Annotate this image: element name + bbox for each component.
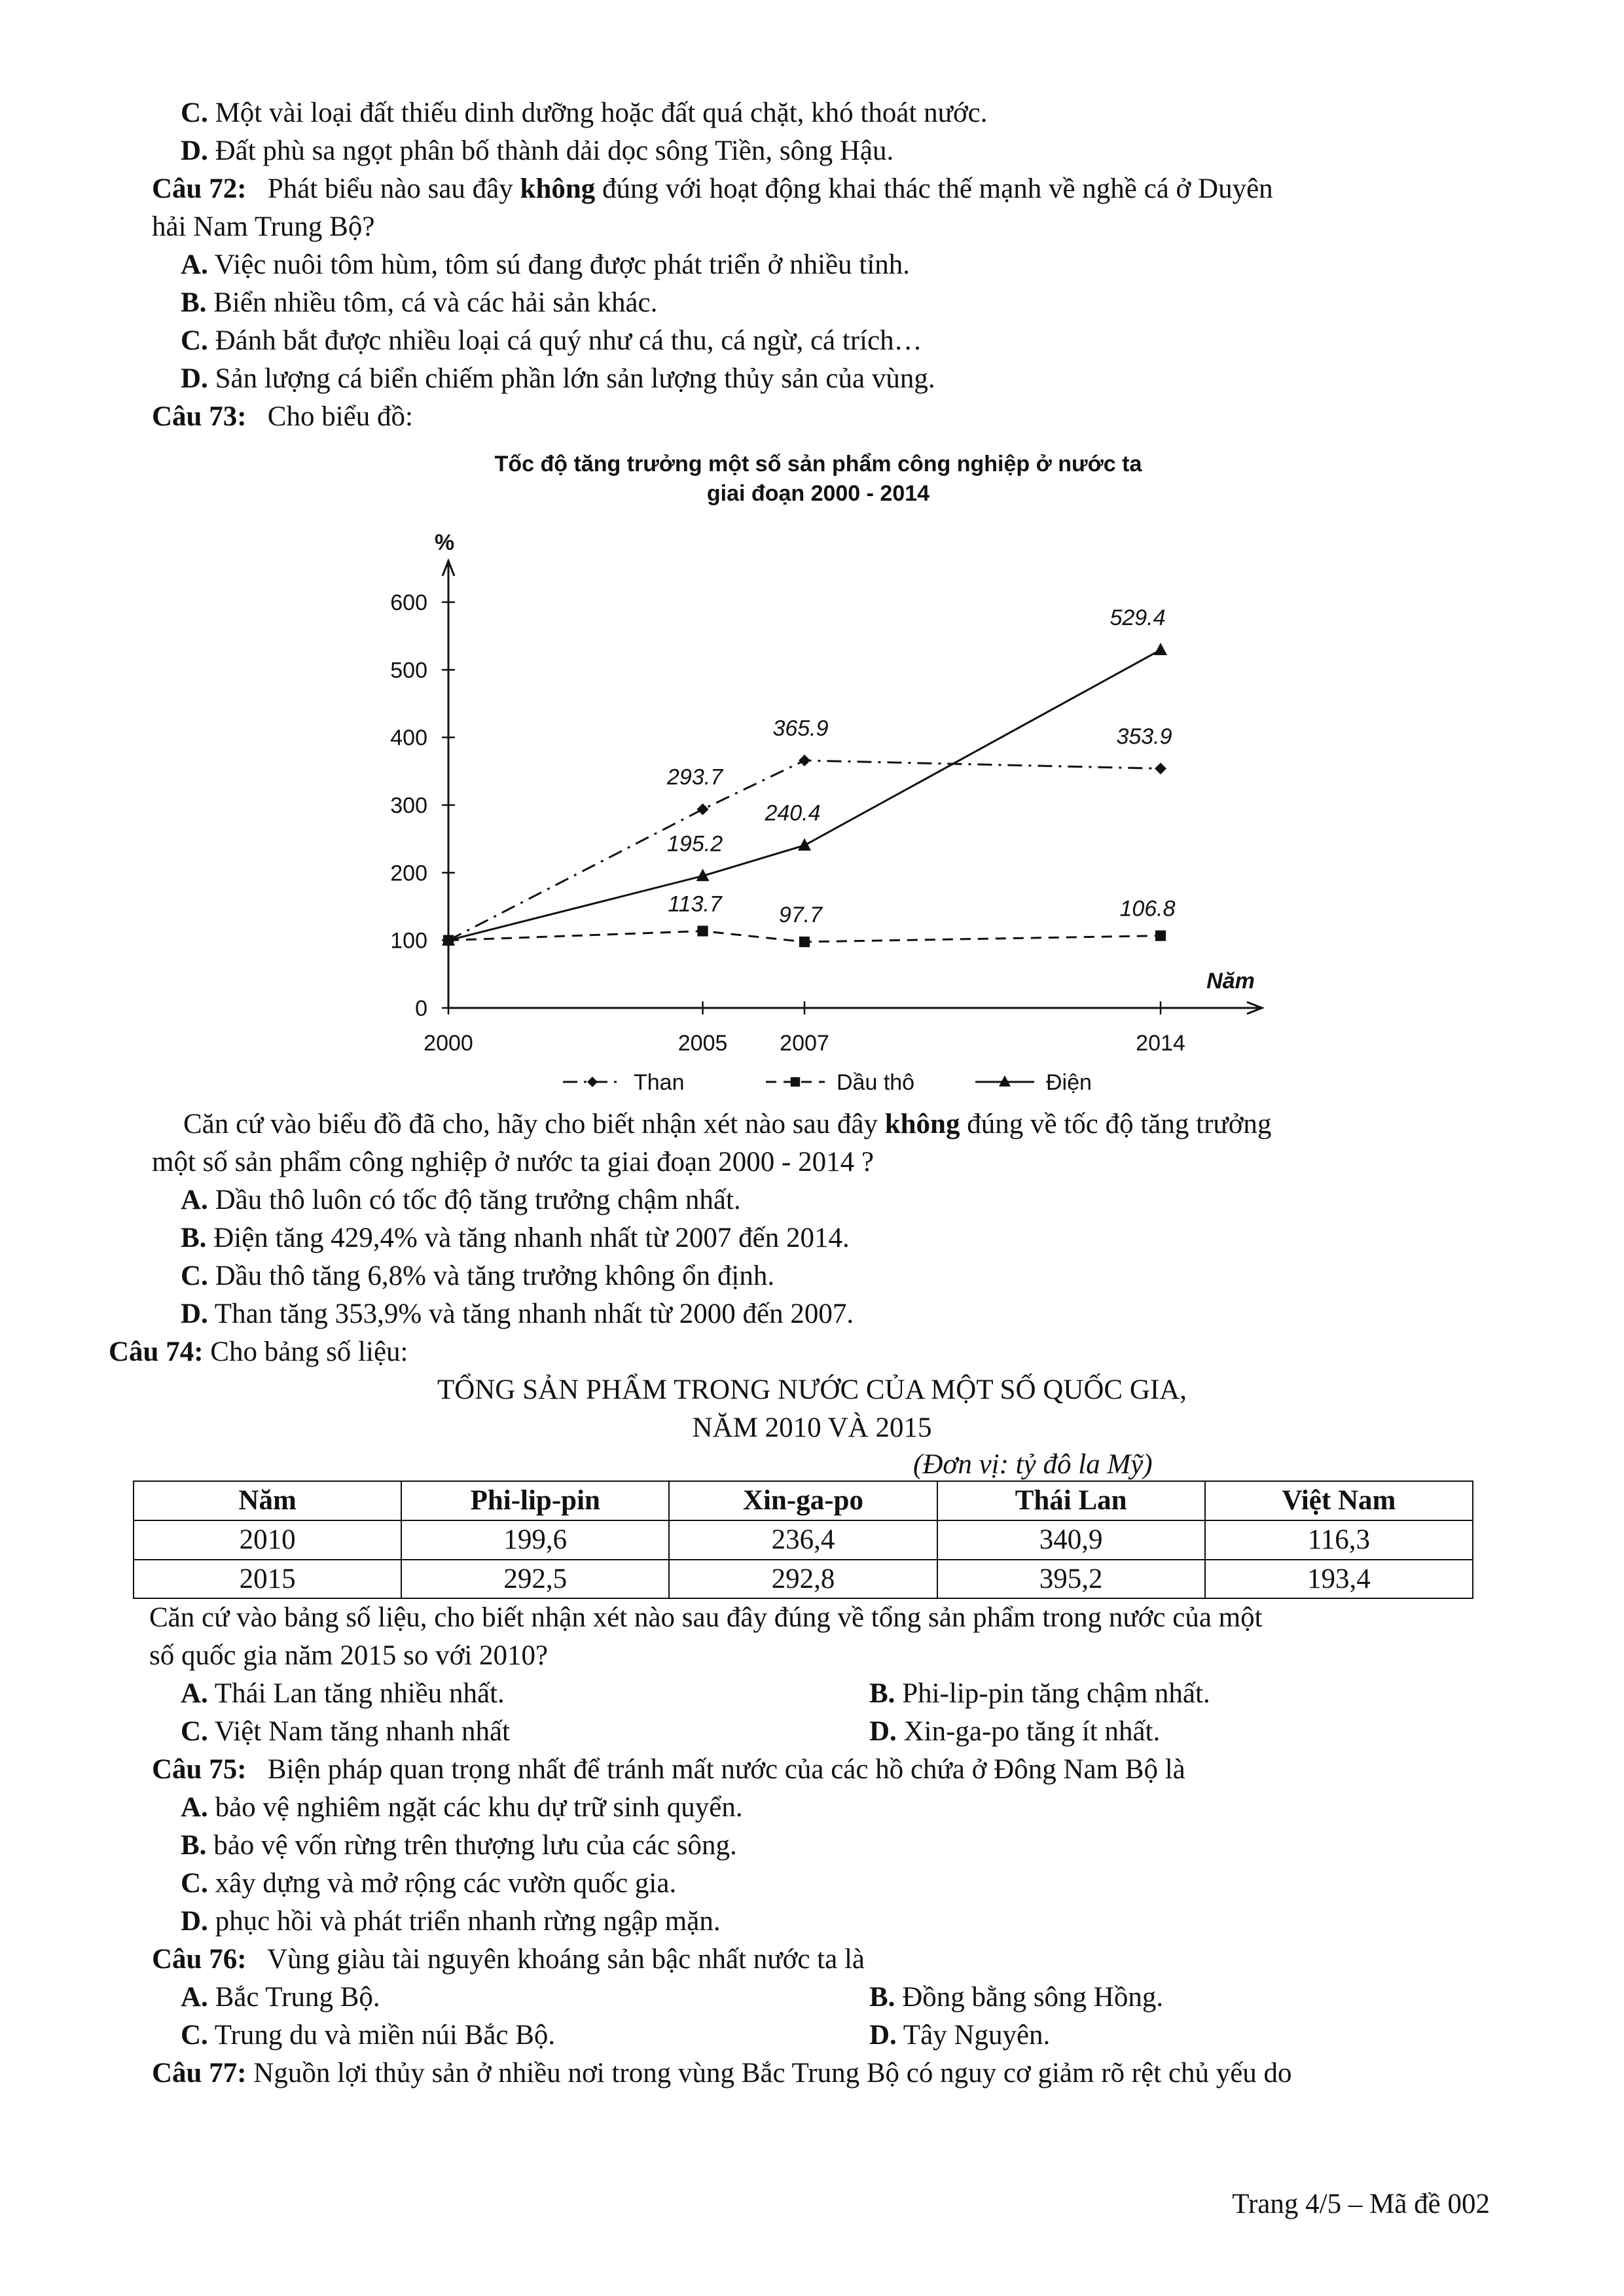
y-tick-label: 300 <box>390 793 427 818</box>
chart-series-points <box>442 643 1167 947</box>
y-tick-label: 200 <box>390 861 427 886</box>
y-tick-label: 0 <box>415 996 427 1021</box>
q74-option-b: B. Phi-lip-pin tăng chậm nhất. <box>869 1678 1210 1709</box>
q72-option-a: A. Việc nuôi tôm hùm, tôm sú đang được phát triển ở nhiều tỉnh. <box>181 249 911 280</box>
q75-option-d: D. phục hồi và phát triển nhanh rừng ngập mặn. <box>181 1906 721 1937</box>
chart-legend <box>563 1070 1092 1095</box>
q74-question-line2: số quốc gia năm 2015 so với 2010? <box>149 1640 549 1671</box>
q73-option-b: B. Điện tăng 429,4% và tăng nhanh nhất từ 2007 đến 2014. <box>181 1223 850 1253</box>
growth-line-chart <box>367 514 1296 1103</box>
data-point-square <box>697 925 708 936</box>
header-year: Năm <box>134 1481 401 1520</box>
data-label: 106.8 <box>1119 896 1176 922</box>
q72-stem-line2: hải Nam Trung Bộ? <box>152 211 375 242</box>
x-tick-label: 2000 <box>424 1031 473 1056</box>
table-row <box>134 1560 1473 1599</box>
q73-question-line1: Căn cứ vào biểu đồ đã cho, hãy cho biết nhận xét nào sau đây không đúng về tốc độ tăng trưởng <box>183 1109 1272 1139</box>
q74-option-a: A. Thái Lan tăng nhiều nhất. <box>181 1678 505 1709</box>
q75-stem: Câu 75: Biện pháp quan trọng nhất để tránh mất nước của các hồ chứa ở Đông Nam Bộ là <box>152 1754 1185 1785</box>
q72-stem: Câu 72: Phát biểu nào sau đây không đúng với hoạt động khai thác thế mạnh về nghề cá ở Duyên <box>152 173 1273 204</box>
chart-subtitle: giai đoạn 2000 - 2014 <box>706 481 930 506</box>
series-line-triangle <box>448 650 1161 941</box>
header-singapore: Xin-ga-po <box>669 1481 937 1520</box>
q75-option-b: B. bảo vệ vốn rừng trên thượng lưu của các sông. <box>181 1830 737 1861</box>
data-label: 240.4 <box>765 800 821 826</box>
data-point-diamond <box>1155 762 1166 774</box>
page-footer: Trang 4/5 – Mã đề 002 <box>1232 2189 1490 2219</box>
q76-option-b: B. Đồng bằng sông Hồng. <box>869 1982 1164 2013</box>
q73-question-line2: một số sản phẩm công nghiệp ở nước ta giai đoạn 2000 - 2014 ? <box>152 1147 874 1177</box>
table-cell: 2010 <box>134 1520 401 1560</box>
q72-option-d: D. Sản lượng cá biển chiếm phần lớn sản lượng thủy sản của vùng. <box>181 363 935 394</box>
table-cell: 193,4 <box>1205 1560 1473 1599</box>
header-philippines: Phi-lip-pin <box>401 1481 669 1520</box>
y-tick-label: 500 <box>390 658 427 683</box>
legend-marker-diamond <box>587 1077 598 1087</box>
q74-stem: Câu 74: Cho bảng số liệu: <box>109 1336 408 1367</box>
q74-option-d: D. Xin-ga-po tăng ít nhất. <box>869 1716 1161 1747</box>
y-tick-label: 400 <box>390 725 427 751</box>
q73-option-c: C. Dầu thô tăng 6,8% và tăng trưởng không ổn định. <box>181 1261 775 1291</box>
q72-option-c: C. Đánh bắt được nhiều loại cá quý như cá thu, cá ngừ, cá trích… <box>181 325 922 356</box>
legend-label: Than <box>634 1070 685 1095</box>
x-tick-label: 2005 <box>677 1031 728 1056</box>
data-point-square <box>799 937 810 947</box>
data-label: 195.2 <box>667 831 723 857</box>
q73-option-d: D. Than tăng 353,9% và tăng nhanh nhất từ 2000 đến 2007. <box>181 1299 854 1329</box>
y-tick-label: 600 <box>390 590 427 615</box>
data-point-diamond <box>697 804 709 816</box>
q76-stem: Câu 76: Vùng giàu tài nguyên khoáng sản bậc nhất nước ta là <box>152 1944 865 1975</box>
data-label: 293.7 <box>667 764 723 790</box>
q74-question-line1: Căn cứ vào bảng số liệu, cho biết nhận xét nào sau đây đúng về tổng sản phẩm trong nước của một <box>149 1602 1263 1633</box>
table-cell: 116,3 <box>1205 1520 1473 1560</box>
q71-option-c: C. Một vài loại đất thiếu dinh dưỡng hoặc đất quá chặt, khó thoát nước. <box>181 98 988 128</box>
data-point-triangle <box>1154 643 1167 655</box>
data-point-diamond <box>799 755 810 766</box>
q77-stem: Câu 77: Nguồn lợi thủy sản ở nhiều nơi trong vùng Bắc Trung Bộ có nguy cơ giảm rõ rệt chủ yếu do <box>152 2058 1292 2089</box>
gdp-table <box>133 1480 1473 1599</box>
data-label: 529.4 <box>1110 605 1166 630</box>
data-label: 353.9 <box>1116 724 1172 749</box>
legend-marker-square <box>791 1077 800 1086</box>
table-cell: 395,2 <box>937 1560 1205 1599</box>
table-cell: 199,6 <box>401 1520 669 1560</box>
table-cell: 236,4 <box>669 1520 937 1560</box>
chart-series-lines <box>448 650 1161 942</box>
table-cell: 2015 <box>134 1560 401 1599</box>
q72-option-b: B. Biển nhiều tôm, cá và các hải sản khác. <box>181 287 658 318</box>
y-tick-label: 100 <box>390 928 427 954</box>
table-header-row <box>134 1481 1473 1520</box>
x-axis-label: Năm <box>1206 969 1255 994</box>
y-axis-label: % <box>434 530 455 555</box>
table-row <box>134 1520 1473 1560</box>
legend-label: Điện <box>1046 1070 1092 1095</box>
q73-stem: Câu 73: Cho biểu đồ: <box>152 401 413 432</box>
header-thailand: Thái Lan <box>937 1481 1205 1520</box>
data-label: 365.9 <box>772 715 829 741</box>
x-tick-label: 2007 <box>780 1031 829 1056</box>
q75-option-c: C. xây dựng và mở rộng các vườn quốc gia. <box>181 1868 677 1899</box>
table-title-line1: TỔNG SẢN PHẨM TRONG NƯỚC CỦA MỘT SỐ QUỐC GIA, <box>437 1374 1187 1405</box>
table-cell: 292,5 <box>401 1560 669 1599</box>
chart-title: Tốc độ tăng trưởng một số sản phẩm công nghiệp ở nước ta <box>494 452 1142 476</box>
data-label: 113.7 <box>668 891 722 917</box>
q71-option-d: D. Đất phù sa ngọt phân bố thành dải dọc sông Tiền, sông Hậu. <box>181 135 894 166</box>
x-tick-label: 2014 <box>1136 1031 1185 1056</box>
header-vietnam: Việt Nam <box>1205 1481 1473 1520</box>
q76-option-c: C. Trung du và miền núi Bắc Bộ. <box>181 2020 556 2051</box>
data-label: 97.7 <box>778 903 823 928</box>
table-title-line2: NĂM 2010 VÀ 2015 <box>692 1412 932 1443</box>
data-point-triangle <box>798 838 811 851</box>
q75-option-a: A. bảo vệ nghiêm ngặt các khu dự trữ sinh quyển. <box>181 1792 743 1823</box>
q76-option-d: D. Tây Nguyên. <box>869 2020 1051 2051</box>
table-unit: (Đơn vị: tỷ đô la Mỹ) <box>913 1449 1153 1480</box>
q76-option-a: A. Bắc Trung Bộ. <box>181 1982 380 2013</box>
q73-option-a: A. Dầu thô luôn có tốc độ tăng trưởng chậm nhất. <box>181 1185 741 1215</box>
table-cell: 292,8 <box>669 1560 937 1599</box>
legend-label: Dầu thô <box>837 1070 915 1095</box>
q74-option-c: C. Việt Nam tăng nhanh nhất <box>181 1716 510 1747</box>
table-cell: 340,9 <box>937 1520 1205 1560</box>
data-point-square <box>1155 931 1166 941</box>
